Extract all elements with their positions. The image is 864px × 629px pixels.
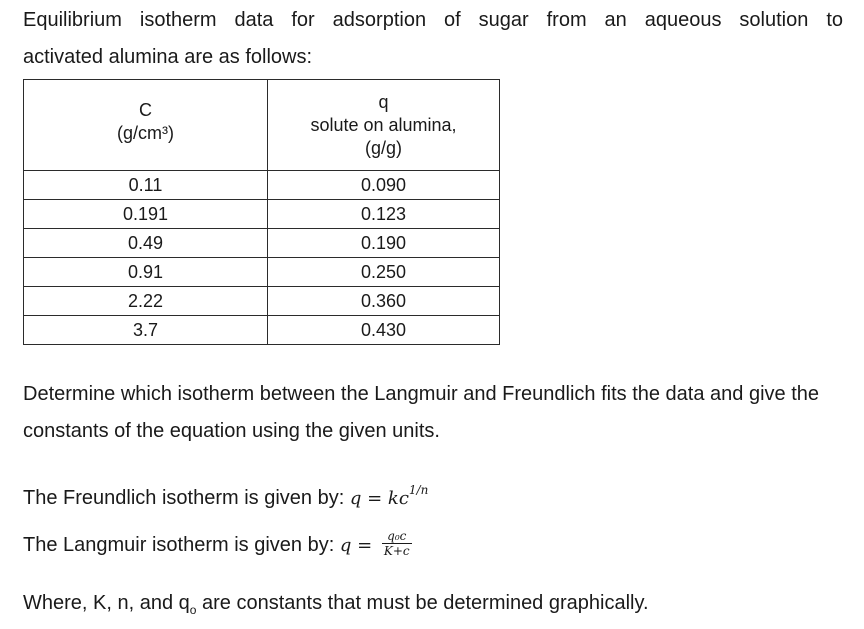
langmuir-numerator: q₀c [382, 529, 412, 544]
freundlich-label: The Freundlich isotherm is given by: [23, 487, 345, 509]
where-prefix: Where, K, n, and q [23, 592, 190, 614]
langmuir-label: The Langmuir isotherm is given by: [23, 534, 335, 556]
table-row [24, 171, 500, 200]
constants-note [23, 585, 649, 629]
langmuir-equation-line [23, 527, 412, 564]
intro-line-1: Equilibrium isotherm data for adsorption of sugar from an aqueous solution to [23, 9, 843, 31]
header-c-unit: (g/cm³) [117, 123, 174, 143]
header-loading [268, 80, 500, 171]
cell-q: 0.430 [268, 316, 500, 345]
cell-q: 0.190 [268, 229, 500, 258]
table-row [24, 316, 500, 345]
langmuir-denominator: K+c [383, 544, 410, 559]
cell-c: 0.49 [24, 229, 268, 258]
header-concentration [24, 80, 268, 171]
table-row [24, 229, 500, 258]
freundlich-rhs: kc [387, 488, 409, 509]
header-q-unit: (g/g) [364, 137, 402, 158]
cell-c: 0.191 [24, 200, 268, 229]
cell-c: 2.22 [24, 287, 268, 316]
where-suffix: are constants that must be determined graphically. [196, 592, 649, 614]
cell-c: 0.11 [24, 171, 268, 200]
freundlich-exponent: 1/n [408, 483, 429, 497]
intro-paragraph [23, 2, 843, 76]
table-header-row [24, 80, 500, 171]
header-c-symbol: C [139, 100, 152, 120]
cell-c: 3.7 [24, 316, 268, 345]
header-q-symbol: q [378, 91, 389, 112]
table-row [24, 200, 500, 229]
cell-q: 0.250 [268, 258, 500, 287]
freundlich-equation-line [23, 472, 428, 517]
cell-c: 0.91 [24, 258, 268, 287]
header-q-desc: solute on alumina, [310, 114, 457, 135]
langmuir-lhs: q [339, 535, 352, 556]
cell-q: 0.090 [268, 171, 500, 200]
langmuir-equals: = [357, 535, 373, 556]
table-row [24, 287, 500, 316]
cell-q: 0.360 [268, 287, 500, 316]
freundlich-equals: = [367, 488, 383, 509]
isotherm-data-table [23, 79, 500, 345]
freundlich-lhs: q [349, 488, 362, 509]
intro-line-2: activated alumina are as follows: [23, 46, 313, 68]
cell-q: 0.123 [268, 200, 500, 229]
langmuir-fraction [382, 529, 412, 558]
table-row [24, 258, 500, 287]
question-paragraph: Determine which isotherm between the Langmuir and Freundlich fits the data and give the constants of the equation using the given units. [23, 383, 820, 442]
langmuir-equation [340, 535, 378, 556]
freundlich-equation [349, 483, 429, 509]
where-subscript: o [189, 603, 197, 617]
